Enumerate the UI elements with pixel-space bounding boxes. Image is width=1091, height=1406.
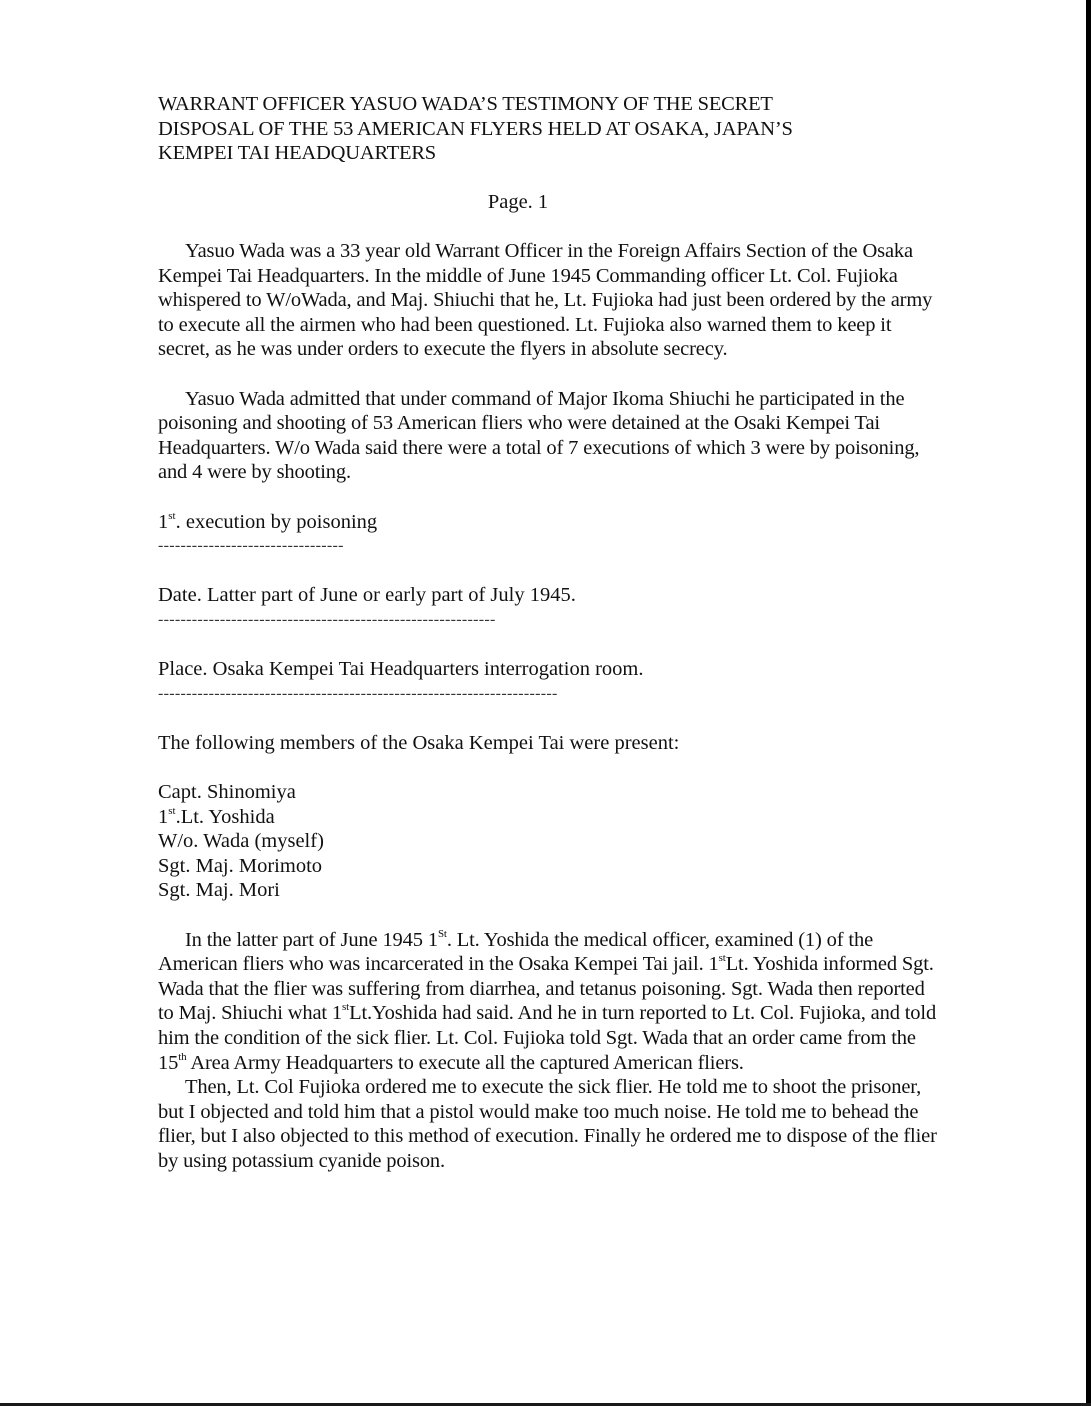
member-item: W/o. Wada (myself) [158, 830, 324, 853]
member-item: Capt. Shinomiya [158, 781, 296, 804]
paragraph-order: Then, Lt. Col Fujioka ordered me to execute the sick flier. He told me to shoot the prisoner, but I objected and told him that a pistol would make too much noise. He told me to behead the flier, but I also objected to this method of execution. Finally he ordered me to dispose of the flier by using potassium cyanide poison. [158, 1076, 937, 1172]
document-title [158, 92, 938, 166]
document-body [158, 92, 938, 1174]
title-line: KEMPEI TAI HEADQUARTERS [158, 142, 437, 165]
member-item: Sgt. Maj. Morimoto [158, 854, 323, 877]
place-underline: ----------------------------------------------------------------------- [158, 684, 558, 702]
member-item: 1st.Lt. Yoshida [158, 804, 275, 828]
date-underline: ------------------------------------------------------------ [158, 610, 496, 628]
members-intro: The following members of the Osaka Kempei Tai were present: [158, 731, 680, 754]
section-heading: 1st. execution by poisoning [158, 509, 378, 533]
paragraph-intro: Yasuo Wada was a 33 year old Warrant Officer in the Foreign Affairs Section of the Osaka Kempei Tai Headquarters. In the middle of June 1945 Commanding officer Lt. Col. Fujioka whispered to W/oWada, and Maj. Shiuchi that he, Lt. Fujioka had just been ordered by the army to execute all the airmen who had been questioned. Lt. Fujioka also warned them to keep it secret, as he was under orders to execute the flyers in absolute secrecy. [158, 239, 933, 361]
paragraph-admission: Yasuo Wada admitted that under command of Major Ikoma Shiuchi he participated in the poisoning and shooting of 53 American fliers who were detained at the Osaki Kempei Tai Headquarters. W/o Wada said there were a total of 7 executions of which 3 were by poisoning, and 4 were by shooting. [158, 387, 920, 484]
title-line: WARRANT OFFICER YASUO WADA’S TESTIMONY OF THE SECRET [158, 93, 773, 115]
paragraph-examination: In the latter part of June 1945 1St. Lt. Yoshida the medical officer, examined (1) of the American fliers who was incarcerated in the Osaka Kempei Tai jail. 1stLt. Yoshida informed Sgt. Wada that the flier was suffering from diarrhea, and tetanus poisoning. Sgt. Wada then reported to Maj. Shiuchi what 1stLt.Yoshida had said. And he in turn reported to Lt. Col. Fujioka, and told him the condition of the sick flier. Lt. Col. Fujioka told Sgt. Wada that an order came from the 15th Area Army Headquarters to execute all the captured American fliers. [158, 927, 937, 1074]
page-number: Page. 1 [487, 190, 549, 213]
member-item: Sgt. Maj. Mori [158, 879, 280, 902]
place-line: Place. Osaka Kempei Tai Headquarters interrogation room. [158, 658, 644, 681]
section-underline: --------------------------------- [158, 537, 344, 555]
members-list [158, 780, 938, 903]
page-edge-right [1086, 0, 1091, 1406]
title-line: DISPOSAL OF THE 53 AMERICAN FLYERS HELD AT OSAKA, JAPAN’S [158, 117, 793, 140]
date-line: Date. Latter part of June or early part of July 1945. [158, 584, 576, 607]
